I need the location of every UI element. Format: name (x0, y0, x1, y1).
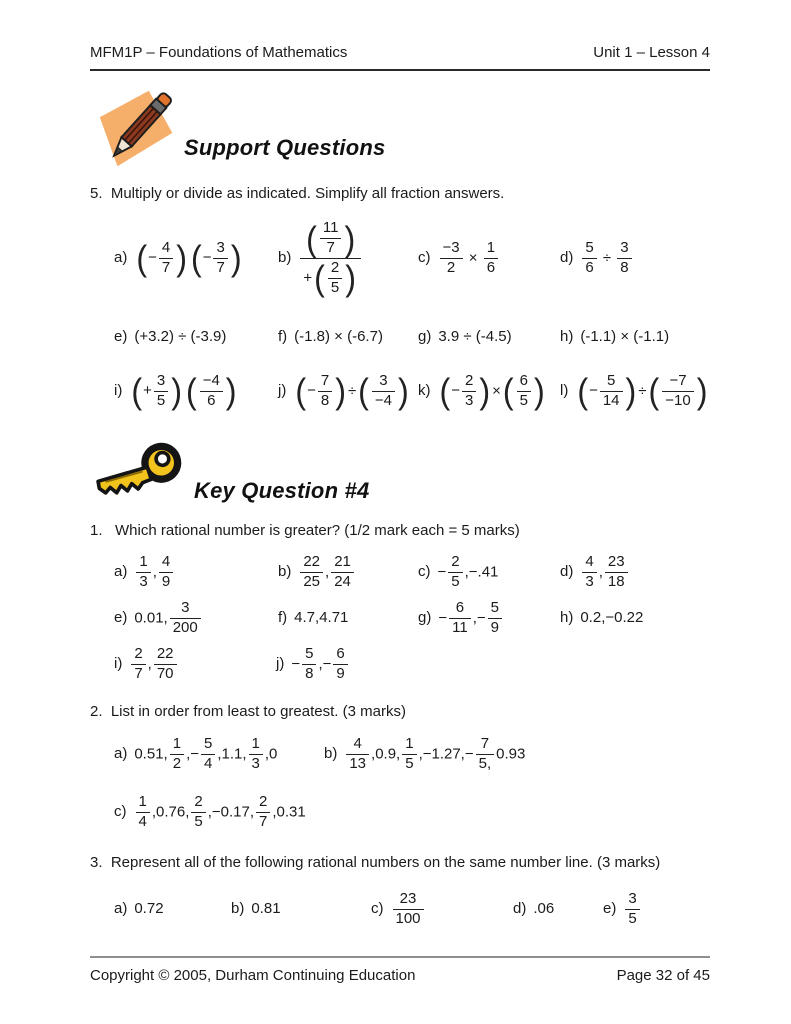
expr-2a: a) 0.51, $\frac{1}{2}$ ,− $\frac{5}{4}$ ,1.1, $\frac{1}{3}$ ,0 (114, 735, 278, 773)
expr-1a: a) $\frac{1}{3}$ , $\frac{4}{9}$ (114, 554, 278, 591)
question-5-prompt: 5. Multiply or divide as indicated. Simplify all fraction answers. (90, 184, 505, 202)
expr-5b: b) ( $\frac{11}{7}$ ) + ( $\frac{2}{5}$ ) (278, 220, 418, 296)
expr-5e: e) (+3.2) ÷ (-3.9) (114, 327, 227, 345)
expr-5i: i) ( + $\frac{3}{5}$ ) ( $\frac{-4}{6}$ ) (114, 373, 278, 410)
key-question-title: Key Question #4 (194, 477, 370, 503)
question-5-row-3 (114, 360, 710, 422)
question-1-row-1 (114, 549, 710, 595)
question-1-row-2 (114, 595, 710, 641)
expr-1h: h) 0.2,−0.22 (560, 608, 644, 626)
support-questions-title: Support Questions (184, 135, 386, 161)
expr-3a: a) 0.72 (114, 900, 164, 918)
expr-5l: l) ( − $\frac{5}{14}$ ) ÷ ( $\frac{-7}{-10}$ ) (560, 373, 710, 410)
pencil-icon (90, 83, 188, 175)
question-3-prompt: 3. Represent all of the following rational numbers on the same number line. (3 marks) (90, 853, 661, 871)
expr-1f: f) 4.7,4.71 (278, 608, 349, 626)
expr-1c: c) − $\frac{2}{5}$ ,−.41 (418, 552, 499, 590)
expr-5j: j) ( − $\frac{7}{8}$ ) ÷ ( $\frac{3}{-4}$ ) (278, 373, 418, 410)
unit-lesson-label: Unit 1 – Lesson 4 (593, 44, 710, 61)
expr-3e: e) $\frac{3}{5}$ (603, 891, 710, 928)
expr-5g: g) 3.9 ÷ (-4.5) (418, 327, 512, 345)
question-3-row-1 (114, 883, 710, 937)
expr-5k: k) ( − $\frac{2}{3}$ ) × ( $\frac{6}{5}$ ) (418, 373, 560, 410)
expr-3d: d) .06 (513, 900, 555, 918)
key-icon (90, 440, 190, 506)
key-question-header (90, 438, 710, 506)
expr-2b: b) $\frac{4}{13}$ ,0.9, $\frac{1}{5}$ ,−1.27,− $\frac{7}{5,}$ 0.93 (324, 735, 526, 773)
support-questions-header (90, 83, 710, 175)
expr-5c: c) $\frac{-3}{2}$ × $\frac{1}{6}$ (418, 240, 560, 277)
copyright-text: Copyright © 2005, Durham Continuing Education (90, 967, 416, 985)
question-1-prompt: 1. Which rational number is greater? (1/2 mark each = 5 marks) (90, 522, 520, 540)
page-footer (90, 956, 710, 986)
expr-5a: a) ( − $\frac{4}{7}$ ) ( − $\frac{3}{7}$ ) (114, 240, 278, 277)
course-title: MFM1P – Foundations of Mathematics (90, 44, 348, 61)
question-1-row-3 (114, 641, 710, 687)
question-2-row-2 (114, 788, 710, 838)
expr-1b: b) $\frac{22}{25}$ , $\frac{21}{24}$ (278, 554, 418, 591)
expr-2c: c) $\frac{1}{4}$ ,0.76, $\frac{2}{5}$ ,−0.17, $\frac{2}{7}$ ,0.31 (114, 793, 306, 831)
question-2-row-1 (114, 730, 710, 780)
expr-5f: f) (-1.8) × (-6.7) (278, 327, 383, 345)
expr-1d: d) $\frac{4}{3}$ , $\frac{23}{18}$ (560, 554, 710, 591)
expr-3c: c) $\frac{23}{100}$ (371, 891, 513, 928)
expr-5h: h) (-1.1) × (-1.1) (560, 327, 670, 345)
expr-3b: b) 0.81 (231, 900, 281, 918)
page-header (90, 44, 710, 71)
expr-1e: e) 0.01, $\frac{3}{200}$ (114, 600, 278, 637)
question-5-row-1 (114, 210, 710, 308)
question-2-prompt: 2. List in order from least to greatest. (3 marks) (90, 703, 406, 720)
expr-1j: j) − $\frac{5}{8}$ ,− $\frac{6}{9}$ (276, 646, 710, 683)
question-5-row-2 (114, 328, 710, 347)
page-number: Page 32 of 45 (616, 967, 710, 985)
expr-5d: d) $\frac{5}{6}$ ÷ $\frac{3}{8}$ (560, 240, 710, 277)
expr-1g: g) − $\frac{6}{11}$ ,− $\frac{5}{9}$ (418, 600, 560, 637)
expr-1i: i) $\frac{2}{7}$ , $\frac{22}{70}$ (114, 646, 276, 683)
